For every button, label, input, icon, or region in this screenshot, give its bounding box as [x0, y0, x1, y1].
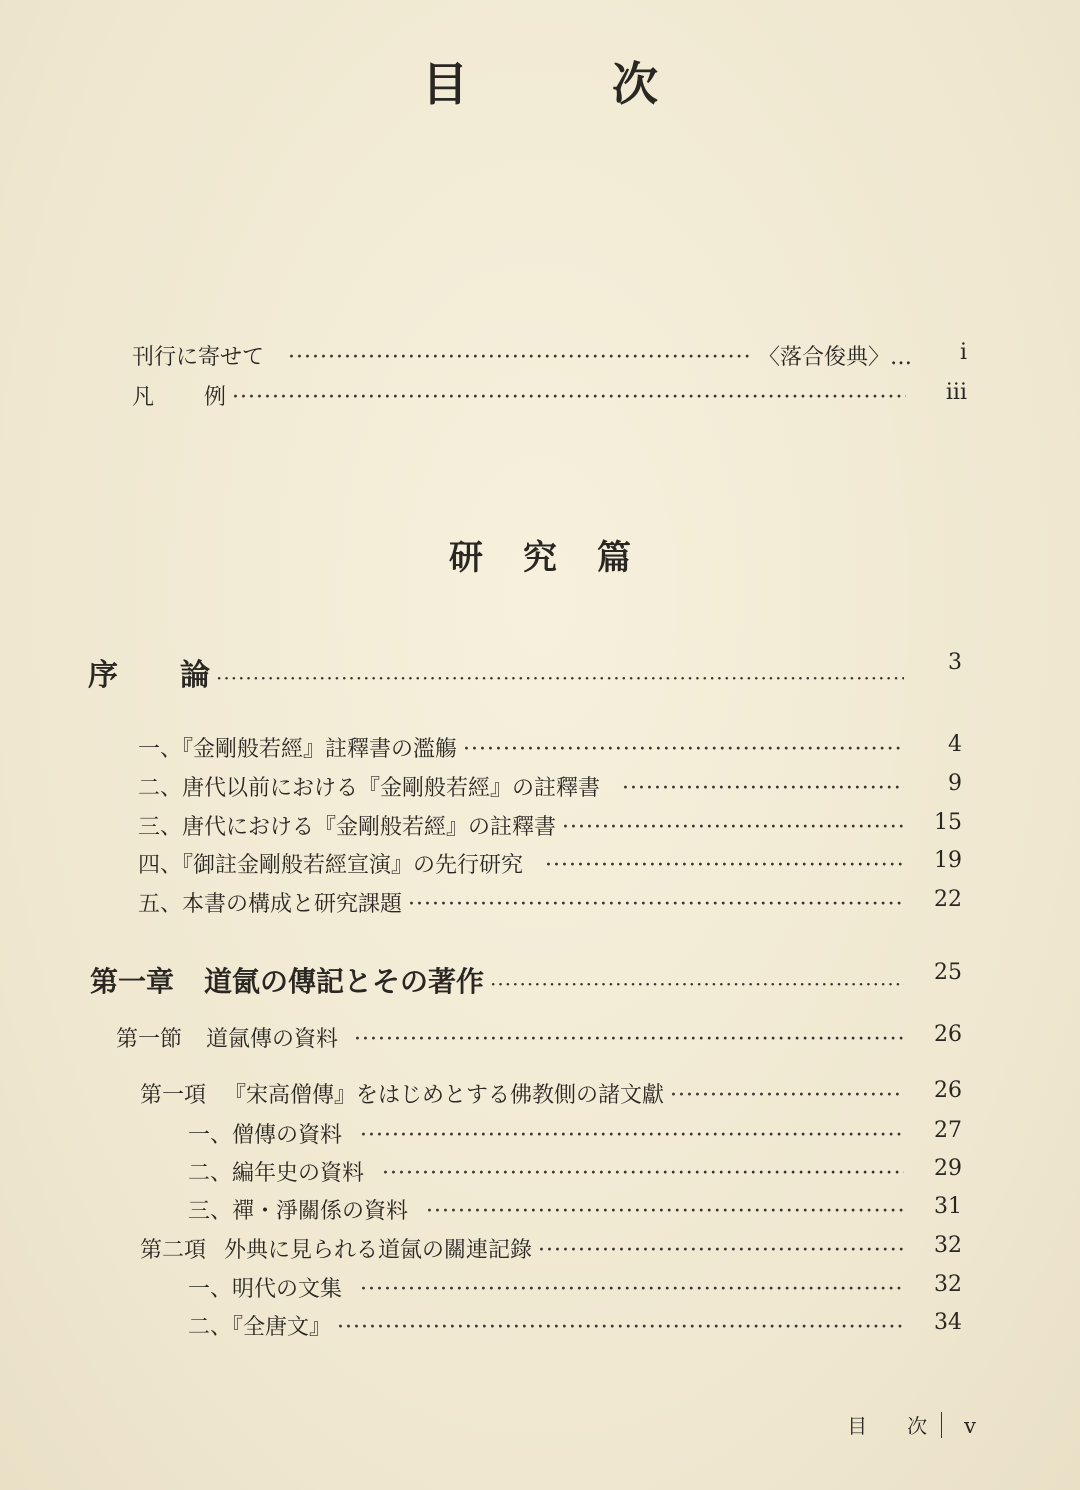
toc-label [116, 1022, 338, 1053]
toc-page: iii [945, 380, 967, 405]
running-footer [847, 1410, 976, 1439]
toc-entry [138, 810, 962, 841]
part-title-char: 篇 [597, 538, 631, 578]
footer-title-char: 次 [907, 1414, 928, 1438]
leader-dots [545, 853, 904, 878]
toc-entry-item [140, 1078, 962, 1109]
part-title-char: 究 [523, 538, 557, 578]
toc-author-note: 〈落合俊典〉… [757, 345, 912, 370]
section-title: 道氤傳の資料 [206, 1027, 339, 1052]
toc-entry-preface [132, 340, 967, 371]
toc-label: 二、編年史の資料 [188, 1161, 365, 1186]
toc-label-char: 論 [180, 658, 210, 693]
toc-page: 26 [934, 1022, 962, 1047]
leader-dots [288, 345, 752, 370]
toc-page: 32 [934, 1233, 962, 1258]
leader-dots [408, 892, 904, 917]
toc-label-char: 序 [88, 658, 118, 693]
toc-page: 3 [948, 650, 962, 675]
toc-label: 刊行に寄せて [132, 345, 265, 370]
toc-entry-chapter [90, 960, 962, 1000]
footer-divider [941, 1412, 942, 1438]
toc-label [140, 1078, 664, 1109]
toc-entry-introduction [88, 650, 962, 694]
leader-dots [337, 1315, 904, 1340]
toc-page: 25 [934, 960, 962, 985]
leader-dots [232, 385, 906, 410]
leader-dots [360, 1123, 904, 1148]
section-number: 第一節 [116, 1027, 183, 1052]
title-char-2: 次 [612, 57, 658, 111]
toc-label: 二、唐代以前における『金剛般若經』の註釋書 [138, 776, 601, 801]
leader-dots [622, 776, 904, 801]
toc-entry-item [140, 1233, 962, 1264]
toc-entry-subitem [188, 1156, 962, 1187]
leader-dots [538, 1238, 904, 1263]
toc-label: 三、禪・淨關係の資料 [188, 1199, 409, 1224]
leader-dots [463, 737, 904, 762]
toc-label [140, 1233, 532, 1264]
toc-label [90, 960, 484, 1000]
toc-page: 22 [934, 887, 962, 912]
toc-page: 19 [934, 848, 962, 873]
part-title [0, 530, 1080, 579]
leader-dots [382, 1161, 904, 1186]
leader-dots [426, 1199, 904, 1224]
leader-dots [354, 1027, 904, 1052]
toc-label-char: 凡 [132, 385, 155, 410]
chapter-title: 道氤の傳記とその著作 [204, 965, 485, 998]
leader-dots [216, 666, 904, 690]
page-number: v [964, 1414, 976, 1438]
toc-label: 一、僧傳の資料 [188, 1123, 343, 1148]
toc-page: 4 [948, 732, 962, 757]
toc-page: 9 [948, 771, 962, 796]
footer-title-char: 目 [847, 1414, 868, 1438]
toc-label: 五、本書の構成と研究課題 [138, 892, 403, 917]
leader-dots [360, 1277, 904, 1302]
toc-entry-conventions [132, 380, 967, 411]
toc-page: 26 [934, 1078, 962, 1103]
toc-entry-subitem [188, 1272, 962, 1303]
toc-label [132, 380, 226, 411]
item-title: 『宋高僧傳』をはじめとする佛教側の諸文獻 [224, 1083, 665, 1108]
toc-label [88, 650, 210, 694]
toc-page: 15 [934, 810, 962, 835]
toc-entry-subitem [188, 1118, 962, 1149]
toc-label: 三、唐代における『金剛般若經』の註釋書 [138, 815, 557, 840]
toc-entry [138, 732, 962, 763]
item-number: 第二項 [140, 1238, 207, 1263]
toc-page: 32 [934, 1272, 962, 1297]
chapter-number: 第一章 [90, 965, 175, 998]
page-title [0, 48, 1080, 114]
leader-dots [562, 815, 904, 840]
toc-entry [138, 848, 962, 879]
toc-page: 34 [934, 1310, 962, 1335]
part-title-char: 研 [449, 538, 483, 578]
toc-label: 一、明代の文集 [188, 1277, 343, 1302]
toc-page: 31 [934, 1194, 962, 1219]
toc-label-char: 例 [204, 385, 227, 410]
toc-page: 29 [934, 1156, 962, 1181]
toc-entry-subitem [188, 1310, 962, 1341]
item-title: 外典に見られる道氤の關連記錄 [224, 1238, 533, 1263]
toc-entry [138, 771, 962, 802]
toc-label: 一、『金剛般若經』註釋書の濫觴 [138, 737, 458, 762]
title-char-1: 目 [422, 57, 468, 111]
toc-label: 四、『御註金剛般若經宣演』の先行研究 [138, 853, 524, 878]
toc-entry-section [116, 1022, 962, 1053]
leader-dots [490, 972, 904, 996]
item-number: 第一項 [140, 1083, 207, 1108]
toc-entry [138, 887, 962, 918]
toc-label: 二、『全唐文』 [188, 1315, 332, 1340]
leader-dots [670, 1083, 904, 1108]
toc-entry-subitem [188, 1194, 962, 1225]
toc-page: i [959, 340, 967, 365]
toc-page: 27 [934, 1118, 962, 1143]
